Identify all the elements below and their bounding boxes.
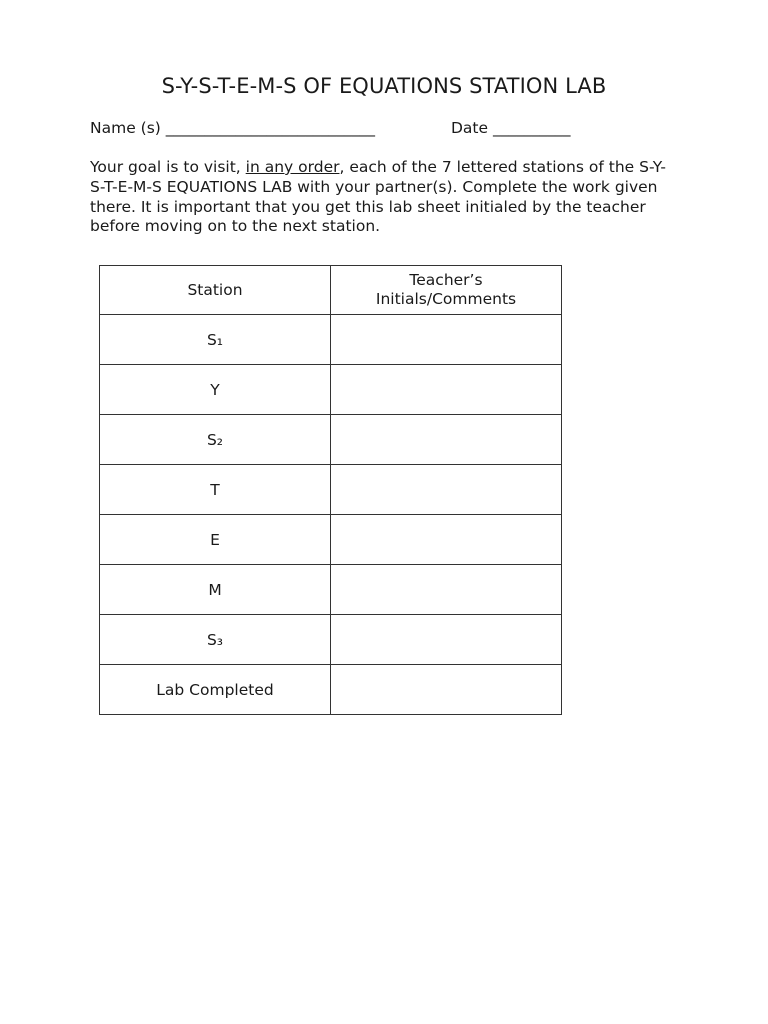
comments-cell xyxy=(331,665,562,715)
comments-header-line2: Initials/Comments xyxy=(375,290,517,308)
station-cell: T xyxy=(100,465,331,515)
station-cell: S₂ xyxy=(100,415,331,465)
instructions-text-start: Your goal is to visit, xyxy=(90,158,246,176)
comments-cell xyxy=(331,615,562,665)
table-row xyxy=(100,665,562,715)
date-field-line: Date __________ xyxy=(451,119,571,137)
table-row xyxy=(100,415,562,465)
instructions-emphasis: in any order xyxy=(245,158,340,176)
table-row xyxy=(100,465,562,515)
instructions-paragraph xyxy=(90,158,680,237)
station-column-header: Station xyxy=(100,266,331,315)
station-cell: S₃ xyxy=(100,615,331,665)
table-header-row xyxy=(100,266,562,315)
table-row xyxy=(100,315,562,365)
comments-cell xyxy=(331,465,562,515)
table-row xyxy=(100,565,562,615)
comments-cell xyxy=(331,515,562,565)
station-table xyxy=(99,265,562,715)
station-cell: M xyxy=(100,565,331,615)
page-title: S-Y-S-T-E-M-S OF EQUATIONS STATION LAB xyxy=(161,74,607,98)
station-cell: Y xyxy=(100,365,331,415)
comments-header-line1: Teacher’s xyxy=(409,271,483,289)
station-cell: S₁ xyxy=(100,315,331,365)
table-row xyxy=(100,615,562,665)
comments-column-header xyxy=(331,266,562,315)
name-field-line: Name (s) ___________________________ xyxy=(90,119,376,137)
station-cell: Lab Completed xyxy=(100,665,331,715)
comments-cell xyxy=(331,565,562,615)
table-row xyxy=(100,365,562,415)
comments-cell xyxy=(331,315,562,365)
station-cell: E xyxy=(100,515,331,565)
comments-cell xyxy=(331,415,562,465)
comments-cell xyxy=(331,365,562,415)
instructions-text-end: , each of the 7 lettered stations of the S-Y-S-T-E-M-S EQUATIONS LAB with your partner(s). Complete the work given there. It is important that you get this lab sheet initialed by the teacher before moving on to the next station. xyxy=(90,158,666,236)
table-row xyxy=(100,515,562,565)
